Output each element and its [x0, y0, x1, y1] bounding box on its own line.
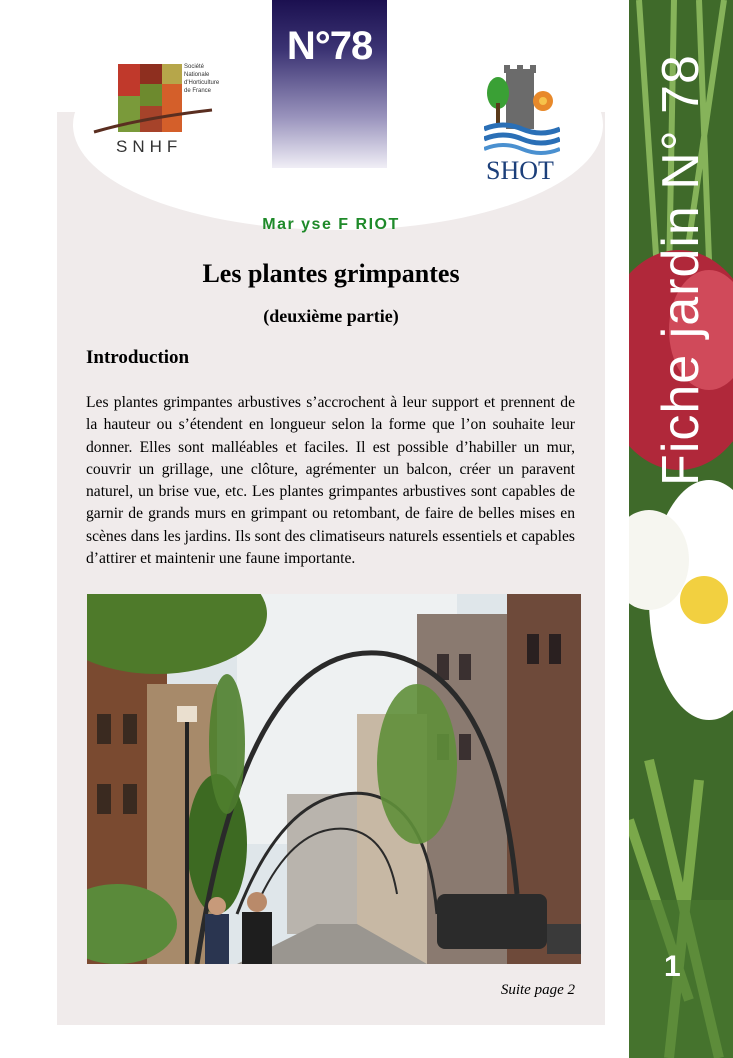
- vertical-side-title: Fiche jardin N° 78: [652, 54, 710, 486]
- issue-badge: [272, 0, 387, 168]
- shot-name: SHOT: [486, 156, 554, 185]
- article-title: Les plantes grimpantes: [202, 259, 460, 288]
- article-subtitle: (deuxième partie): [263, 306, 399, 326]
- continued-note: Suite page 2: [500, 982, 575, 998]
- issue-number: N°78: [286, 24, 373, 68]
- snhf-description: [184, 63, 244, 95]
- intro-paragraph: Les plantes grimpantes arbustives s’accrochent à leur support et prennent de la hauteur ou s’étendent en longueur selon la forme que l’on souhaite leur donner. Elles sont malléables et faciles. Il est possible d’habiller un mur, couvrir un grillage, une clôture, agrémenter un balcon, créer un paravent naturel, un brise vue, etc. Les plantes grimpantes arbustives sont capables de garnir de grands murs en grimpant ou retombant, de faire de belles mises en scènes dans les jardins. Ils sont des climatiseurs naturels essentiels et capables d’attirer et maintenir une faune importante.: [86, 394, 575, 568]
- snhf-desc-line: Nationale: [184, 72, 210, 78]
- author-name: Mar yse F RIOT: [262, 216, 400, 233]
- snhf-desc-line: d'Horticulture: [184, 80, 220, 86]
- snhf-desc-line: de France: [184, 88, 212, 94]
- page-number: 1: [664, 950, 681, 983]
- street-arches-photo: [87, 594, 581, 964]
- section-heading: Introduction: [86, 347, 190, 368]
- snhf-desc-line: Société: [184, 64, 205, 70]
- snhf-name: SNHF: [116, 137, 183, 156]
